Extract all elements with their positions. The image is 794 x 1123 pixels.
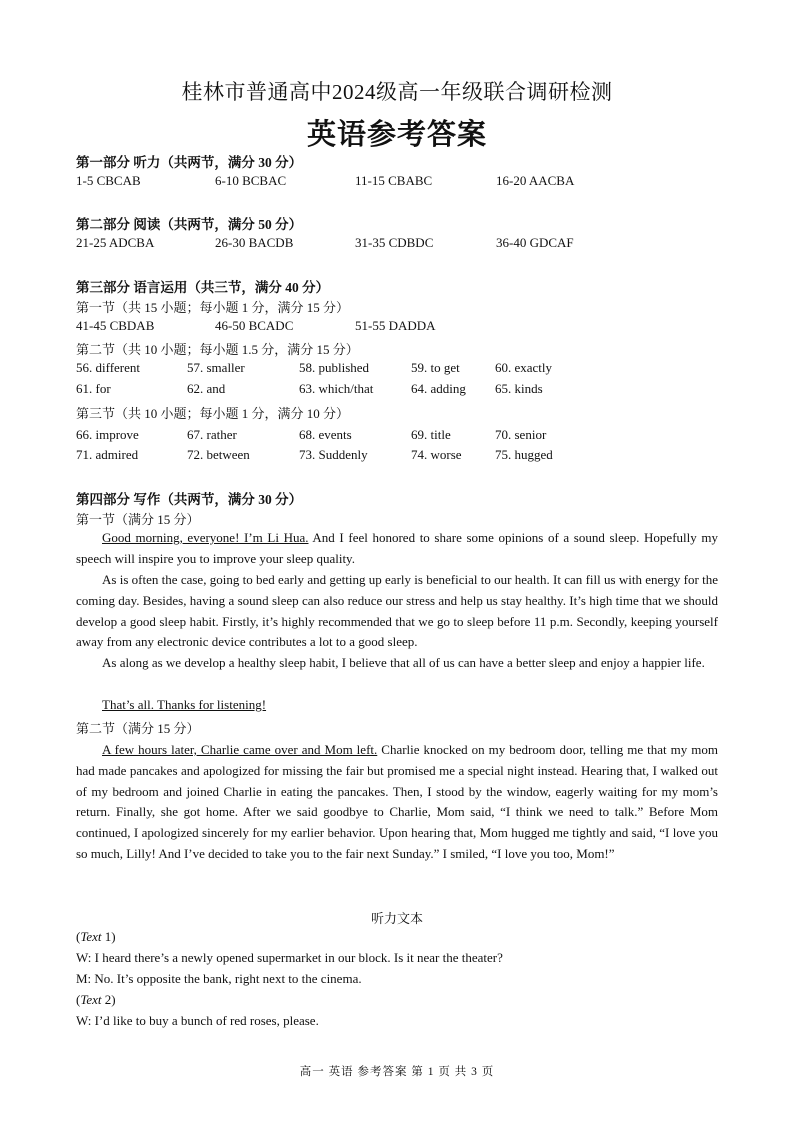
answer-group: 46-50 BCADC — [215, 318, 294, 333]
answer-cell: 64. adding — [411, 381, 466, 396]
answer-cell: 62. and — [187, 381, 226, 396]
answer-cell: 63. which/that — [299, 381, 374, 396]
page-footer: 高一 英语 参考答案 第 1 页 共 3 页 — [299, 1066, 495, 1078]
dialogue-line: W: I’d like to buy a bunch of red roses, please. — [76, 1013, 319, 1028]
paragraph-text: And I feel honored to share some opinions of a sound sleep. Hopefully my speech will inspire you to improve your sleep quality. — [76, 530, 718, 566]
part3-section3-row — [76, 447, 736, 465]
document-subtitle: 英语参考答案 — [306, 119, 487, 151]
answer-cell: 68. events — [299, 427, 352, 442]
answer-cell: 66. improve — [76, 427, 139, 442]
part3-section3-row — [76, 427, 736, 445]
part2-heading: 第二部分 阅读（共两节，满分 50 分） — [76, 217, 303, 232]
answer-cell: 57. smaller — [187, 360, 245, 375]
part2-answers — [76, 235, 736, 253]
essay1-paragraph: As is often the case, going to bed early and getting up early is beneficial to our health. It can fill us with energy for the coming day. Besides, having a sound sleep can also reduce our stress and help us stay healthy. It’s high time that we should develop a good sleep habit. Firstly, it’s highly recommended that we go to sleep before 11 p.m. Secondly, keeping yourself away from any electronic device contributes a lot to a good sleep. — [76, 572, 718, 650]
underlined-opening: Good morning, everyone! I’m Li Hua. — [102, 530, 309, 545]
answer-cell: 65. kinds — [495, 381, 543, 396]
dialogue-line: W: I heard there’s a newly opened supermarket in our block. Is it near the theater? — [76, 950, 503, 965]
answer-cell: 59. to get — [411, 360, 460, 375]
answer-cell: 75. hugged — [495, 447, 553, 462]
answer-group: 41-45 CBDAB — [76, 318, 155, 333]
answer-cell: 58. published — [299, 360, 370, 375]
answer-cell: 69. title — [411, 427, 451, 442]
answer-cell: 71. admired — [76, 447, 139, 462]
text-word: Text — [80, 929, 102, 944]
answer-cell: 74. worse — [411, 447, 462, 462]
text-number: 2) — [101, 992, 116, 1007]
part3-section3-heading: 第三节（共 10 小题；每小题 1 分，满分 10 分） — [76, 406, 350, 421]
paragraph-text: Charlie knocked on my bedroom door, telling me that my mom had made pancakes and apologized for missing the fair but promised me a special night instead. Hearing that, I walked out of my bedroom and joined Charlie in eating the pancakes. Then, I stood by the window, eagerly waiting for my mom’s return. Finally, she got home. After we said goodbye to Charlie, Mom said, “I think we need to talk.” Before Mom continued, I apologized sincerely for my earlier behavior. Upon hearing that, Mom hugged me tightly and said, “I love you so much, Lilly! And I’ve decided to take you to the fair next Sunday.” I smiled, “I love you too, Mom!” — [76, 742, 718, 861]
answer-group: 36-40 GDCAF — [496, 235, 574, 250]
answer-cell: 73. Suddenly — [299, 447, 368, 462]
listening-heading: 听力文本 — [370, 911, 423, 926]
part1-heading: 第一部分 听力（共两节，满分 30 分） — [76, 155, 303, 170]
answer-cell: 67. rather — [187, 427, 237, 442]
text-number: 1) — [101, 929, 116, 944]
paren: ( — [76, 929, 81, 944]
underlined-opening: A few hours later, Charlie came over and Mom left. — [102, 742, 378, 757]
essay1-paragraph — [76, 528, 718, 570]
part3-section2-row — [76, 381, 736, 399]
answer-group: 26-30 BACDB — [215, 235, 294, 250]
answer-group: 1-5 CBCAB — [76, 173, 141, 188]
essay2-paragraph — [76, 740, 718, 865]
answer-group: 21-25 ADCBA — [76, 235, 155, 250]
part3-section2-row — [76, 360, 736, 378]
part1-answers — [76, 173, 736, 191]
answer-group: 6-10 BCBAC — [215, 173, 287, 188]
answer-group: 16-20 AACBA — [496, 173, 575, 188]
dialogue-line: M: No. It’s opposite the bank, right next to the cinema. — [76, 971, 362, 986]
part3-section2-heading: 第二节（共 10 小题；每小题 1.5 分，满分 15 分） — [76, 342, 359, 357]
exam-title: 桂林市普通高中2024级高一年级联合调研检测 — [181, 80, 613, 104]
part4-section2-heading: 第二节（满分 15 分） — [76, 721, 200, 736]
text-word: Text — [80, 992, 102, 1007]
part3-section1-heading: 第一节（共 15 小题；每小题 1 分，满分 15 分） — [76, 300, 350, 315]
answer-cell: 61. for — [76, 381, 111, 396]
text2-label — [76, 992, 116, 1008]
answer-group: 31-35 CDBDC — [355, 235, 434, 250]
essay1-paragraph: As along as we develop a healthy sleep habit, I believe that all of us can have a better sleep and enjoy a happier life. — [102, 655, 705, 670]
part3-section1-answers — [76, 318, 736, 336]
answer-cell: 72. between — [187, 447, 250, 462]
part4-section1-heading: 第一节（满分 15 分） — [76, 512, 200, 527]
part3-heading: 第三部分 语言运用（共三节，满分 40 分） — [76, 280, 330, 295]
part4-heading: 第四部分 写作（共两节，满分 30 分） — [76, 492, 303, 507]
underlined-closing: That’s all. Thanks for listening! — [102, 697, 267, 712]
answer-cell: 70. senior — [495, 427, 547, 442]
answer-group: 51-55 DADDA — [355, 318, 436, 333]
answer-cell: 56. different — [76, 360, 141, 375]
answer-group: 11-15 CBABC — [355, 173, 433, 188]
text1-label — [76, 929, 116, 945]
paren: ( — [76, 992, 81, 1007]
answer-cell: 60. exactly — [495, 360, 553, 375]
essay1-closing — [76, 695, 718, 716]
